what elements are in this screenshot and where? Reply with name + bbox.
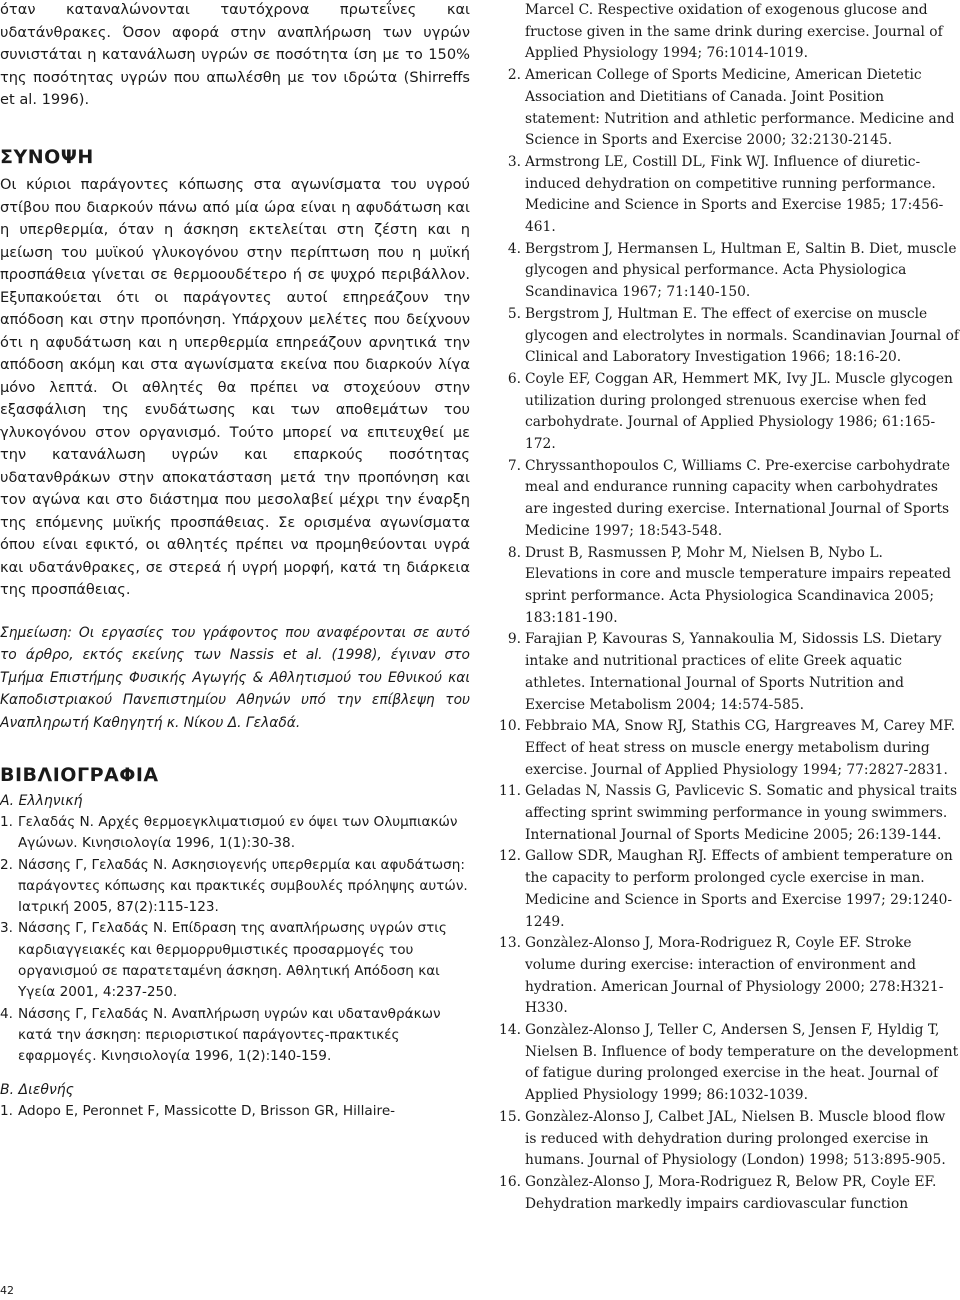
- reference-item: [497, 1172, 960, 1215]
- right-column: [497, 0, 960, 1215]
- international-references-list: [0, 1101, 470, 1122]
- reference-item-continued: [497, 0, 960, 65]
- reference-text: Bergstrom J, Hultman E. The effect of exercise on muscle glycogen and electrolytes in normals. Scandinavian Journal of Clinical and Laboratory Investigation 1966; 18:16-20.: [525, 305, 960, 366]
- reference-text: Coyle EF, Coggan AR, Hemmert MK, Ivy JL. Muscle glycogen utilization during prolonged strenuous exercise when fed carbohydrate. Journal of Applied Physiology 1986; 61:165-172.: [525, 370, 953, 453]
- reference-item: [497, 933, 960, 1020]
- reference-item: [497, 152, 960, 239]
- reference-number: 1.: [0, 813, 13, 830]
- left-column: [0, 0, 470, 1122]
- page-number: 42: [0, 1284, 14, 1297]
- reference-item: [497, 716, 960, 781]
- reference-text: Marcel C. Respective oxidation of exogenous glucose and fructose given in the same drink during exercise. Journal of Applied Physiology 1994; 76:1014-1019.: [525, 2, 943, 62]
- reference-text: Farajian P, Kavouras S, Yannakoulia M, Sidossis LS. Dietary intake and nutritional practices of elite Greek aquatic athletes. International Journal of Sports Nutrition and Exercise Metabolism 2004; 14:574-585.: [525, 631, 942, 713]
- greek-references-subheading: Α. Ελληνική: [0, 792, 83, 809]
- reference-text: Geladas N, Nassis G, Pavlicevic S. Somatic and physical traits affecting sprint swimming performance in young swimmers. International Journal of Sports Medicine 2005; 26:139-144.: [525, 783, 958, 843]
- reference-text: Bergstrom J, Hermansen L, Hultman E, Saltin B. Diet, muscle glycogen and physical performance. Acta Physiologica Scandinavica 1967; 71:140-150.: [525, 240, 957, 301]
- reference-item: [0, 918, 470, 1003]
- reference-text: Νάσσης Γ, Γελαδάς Ν. Επίδραση της αναπλήρωσης υγρών στις καρδιαγγειακές και θερμορρυθμιστικές προσαρμογές του οργανισμού σε παρατεταμένη άσκηση. Αθλητική Απόδοση και Υγεία 2001, 4:237-250.: [18, 920, 447, 1001]
- reference-text: American College of Sports Medicine, American Dietetic Association and Dietitians of Canada. Joint Position statement: Nutrition and athletic performance. Medicine and Science in Sports and Exercise 2000; 32:2130-2145.: [525, 67, 955, 149]
- reference-text: Drust B, Rasmussen P, Mohr M, Nielsen B, Nybo L. Elevations in core and muscle temperature impairs repeated sprint performance. Acta Physiologica Scandinavica 2005; 183:181-190.: [525, 544, 951, 626]
- reference-number: 7.: [507, 457, 521, 474]
- reference-number: 3.: [0, 920, 13, 937]
- reference-number: 14.: [499, 1022, 521, 1039]
- reference-item: [497, 304, 960, 369]
- reference-item: [497, 1020, 960, 1107]
- reference-number: 8.: [507, 544, 521, 561]
- reference-number: 4.: [0, 1005, 13, 1022]
- reference-number: 12.: [499, 848, 521, 865]
- reference-item: [497, 543, 960, 630]
- reference-text: Gonzàlez-Alonso J, Mora-Rodriguez R, Below PR, Coyle EF. Dehydration markedly impairs cardiovascular function: [525, 1173, 937, 1212]
- reference-text: Gallow SDR, Maughan RJ. Effects of ambient temperature on the capacity to perform prolonged cycle exercise in man. Medicine and Science in Sports and Exercise 1997; 29:1240-1249.: [525, 848, 953, 930]
- reference-text: Νάσσης Γ, Γελαδάς Ν. Αναπλήρωση υγρών και υδατανθράκων κατά την άσκηση: περιοριστικοί παράγοντες-πρακτικές εφαρμογές. Κινησιολογία 1996, 1(2):140-159.: [18, 1005, 441, 1065]
- reference-number: 6.: [507, 370, 521, 387]
- reference-item: [497, 456, 960, 543]
- reference-text: Chryssanthopoulos C, Williams C. Pre-exercise carbohydrate meal and endurance running capacity when carbohydrates are ingested during exercise. International Journal of Sports Medicine 1997; 18:543-548.: [525, 457, 950, 539]
- reference-number: 9.: [507, 631, 521, 648]
- reference-text: Gonzàlez-Alonso J, Calbet JAL, Nielsen B. Muscle blood flow is reduced with dehydration during prolonged exercise in humans. Journal of Physiology (London) 1998; 513:895-905.: [525, 1108, 946, 1169]
- author-note: Σημείωση: Οι εργασίες του γράφοντος που αναφέρονται σε αυτό το άρθρο, εκτός εκείνης των Nassis et al. (1998), έγιναν στο Τμήμα Επιστήμης Φυσικής Αγωγής & Αθλητισμού του Εθνικού και Καποδιστριακού Πανεπιστημίου Αθηνών υπό την επίβλεψη του Αναπληρωτή Καθηγητή κ. Νίκου Δ. Γελαδά.: [0, 624, 470, 731]
- reference-text: Γελαδάς Ν. Αρχές θερμοεγκλιματισμού εν όψει των Ολυμπιακών Αγώνων. Κινησιολογία 1996, 1(1):30-38.: [18, 813, 458, 852]
- reference-item: [0, 1004, 470, 1068]
- reference-number: 16.: [499, 1173, 521, 1190]
- synopsis-heading: ΣΥΝΟΨΗ: [0, 145, 94, 168]
- reference-number: 2.: [0, 856, 13, 873]
- reference-item: [0, 1101, 470, 1122]
- reference-text: Νάσσης Γ, Γελαδάς Ν. Ασκησιογενής υπερθερμία και αφυδάτωση: παράγοντες κόπωσης και πρακτικές συμβουλές πρόληψης αυτών. Ιατρική 2005, 87(2):115-123.: [18, 856, 468, 916]
- reference-item: [497, 239, 960, 304]
- reference-item: [497, 629, 960, 716]
- intro-continued-paragraph: όταν καταναλώνονται ταυτόχρονα πρωτεΐνες και υδατάνθρακες. Όσον αφορά στην αναπλήρωση των υγρών συνιστάται η κατανάλωση υγρών σε ποσότητα ίση με το 150% της ποσότητας υγρών που απωλέσθη με τον ιδρώτα (Shirreffs et al. 1996).: [0, 1, 470, 108]
- reference-number: 3.: [507, 153, 521, 170]
- reference-text: Gonzàlez-Alonso J, Mora-Rodriguez R, Coyle EF. Stroke volume during exercise: interaction of environment and hydration. American Journal of Physiology 2000; 278:H321-H330.: [525, 935, 944, 1017]
- reference-number: 4.: [507, 240, 521, 257]
- reference-number: 10.: [499, 718, 521, 735]
- reference-number: 11.: [499, 783, 521, 800]
- reference-number: 5.: [507, 305, 521, 322]
- reference-item: [497, 846, 960, 933]
- reference-item: [0, 855, 470, 919]
- reference-number: 2.: [507, 67, 521, 84]
- international-references-subheading: Β. Διεθνής: [0, 1081, 74, 1098]
- reference-text: Febbraio MA, Snow RJ, Stathis CG, Hargreaves M, Carey MF. Effect of heat stress on muscle energy metabolism during exercise. Journal of Applied Physiology 1994; 77:2827-2831.: [525, 718, 956, 778]
- greek-references-list: [0, 812, 470, 1068]
- reference-item: [497, 1107, 960, 1172]
- reference-text: Gonzàlez-Alonso J, Teller C, Andersen S, Jensen F, Hyldig T, Nielsen B. Influence of body temperature on the development of fatigue during prolonged exercise in the heat. Journal of Applied Physiology 1999; 86:1032-1039.: [525, 1022, 959, 1104]
- reference-number: 15.: [499, 1108, 521, 1125]
- reference-item: [497, 65, 960, 152]
- reference-text: Armstrong LE, Costill DL, Fink WJ. Influence of diuretic-induced dehydration on competitive running performance. Medicine and Science in Sports and Exercise 1985; 17:456-461.: [525, 153, 944, 236]
- reference-text: Adopo E, Peronnet F, Massicotte D, Brisson GR, Hillaire-: [18, 1102, 396, 1119]
- synopsis-paragraph: Οι κύριοι παράγοντες κόπωσης στα αγωνίσματα του υγρού στίβου που διαρκούν πάνω από μία ώρα είναι η αφυδάτωση και η υπερθερμία, όταν η άσκηση εκτελείται στη ζέστη και η μείωση του μυϊκού γλυκογόνου στην περίπτωση που η μυϊκή προσπάθεια γίνεται σε θερμοουδέτερο ή σε ψυχρό περιβάλλον. Εξυπακούεται ότι οι παράγοντες αυτοί επηρεάζουν την απόδοση και στην προπόνηση. Υπάρχουν μελέτες που δείχνουν ότι η αφυδάτωση και η υπερθερμία επηρεάζουν αρνητικά την απόδοση ακόμη και στα αγωνίσματα εκείνα που διαρκούν λίγα μόνο λεπτά. Οι αθλητές θα πρέπει να στοχεύουν στην εξασφάλιση της ενυδάτωσης και των αποθεμάτων του γλυκογόνου στον οργανισμό. Τούτο μπορεί να επιτευχθεί με την κατανάλωση υγρών και επαρκούς ποσότητας υδατανθράκων στην αποκατάσταση μετά την προπόνηση και τον αγώνα και στο διάστημα που μεσολαβεί μέχρι την έναρξη της επόμενης μυϊκής προσπάθειας. Σε ορισμένα αγωνίσματα όπου είναι εφικτό, οι αθλητές πρέπει να προμηθεύονται υγρά και υδατάνθρακες, σε στερεά ή υγρή μορφή, κατά τη διάρκεια της προσπάθειας.: [0, 176, 470, 598]
- reference-number: 1.: [0, 1102, 13, 1119]
- international-references-continued: [497, 65, 960, 1215]
- reference-item: [497, 781, 960, 846]
- reference-item: [0, 812, 470, 855]
- reference-number: 13.: [499, 935, 521, 952]
- bibliography-heading: ΒΙΒΛΙΟΓΡΑΦΙΑ: [0, 764, 159, 787]
- reference-item: [497, 369, 960, 456]
